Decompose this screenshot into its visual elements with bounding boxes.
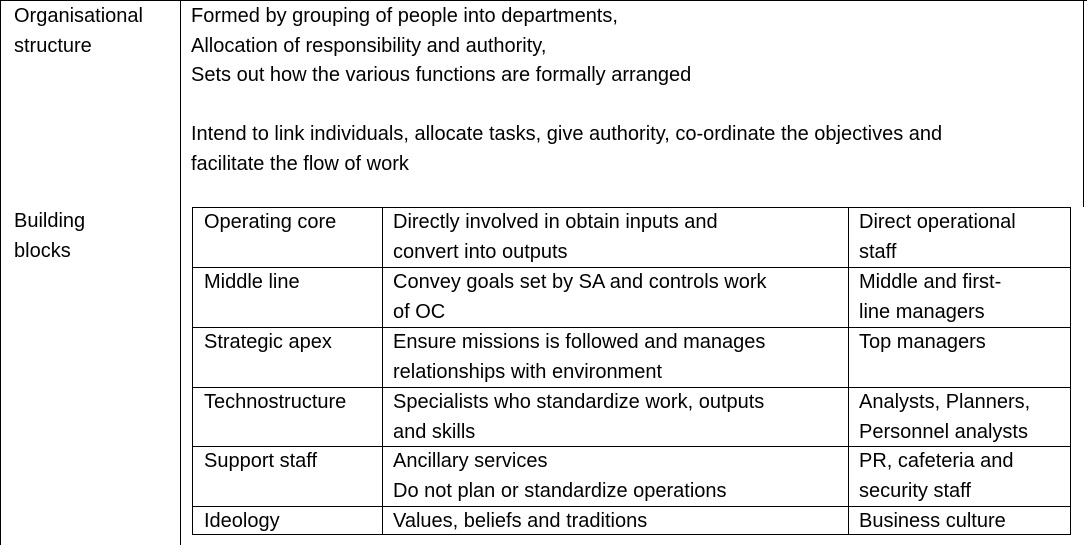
block-who-line: Personnel analysts xyxy=(859,420,1028,443)
block-who-cell xyxy=(848,268,1070,328)
block-name-cell xyxy=(193,507,382,535)
block-name: Ideology xyxy=(204,510,280,532)
table-row xyxy=(193,506,1070,535)
content-line: Allocation of responsibility and authority, xyxy=(191,34,547,57)
block-description-line: convert into outputs xyxy=(393,240,568,263)
block-who-cell xyxy=(848,507,1070,535)
content-line: facilitate the flow of work xyxy=(191,152,409,175)
content-line: Formed by grouping of people into departments, xyxy=(191,5,618,27)
block-description-line: relationships with environment xyxy=(393,360,663,383)
table-row xyxy=(193,327,1070,388)
block-description-cell xyxy=(382,507,848,535)
block-description-line: of OC xyxy=(393,300,446,323)
content-line: Intend to link individuals, allocate tasks, give authority, co-ordinate the objectives and xyxy=(191,123,943,145)
table-right-border xyxy=(1083,0,1084,207)
block-who-cell xyxy=(848,328,1070,388)
block-name-cell xyxy=(193,388,382,447)
table-row xyxy=(193,387,1070,447)
block-description-line: Directly involved in obtain inputs and xyxy=(393,211,718,233)
block-who-cell xyxy=(848,447,1070,507)
table-left-border xyxy=(0,0,1,545)
content-line-blank xyxy=(191,91,942,121)
block-description-line: Convey goals set by SA and controls work xyxy=(393,271,767,293)
block-description-line: and skills xyxy=(393,420,476,443)
block-name: Middle line xyxy=(204,271,300,293)
label-line: blocks xyxy=(14,239,71,262)
row-label-building-blocks xyxy=(14,207,85,266)
block-description-cell xyxy=(382,268,848,328)
block-description-line: Values, beliefs and traditions xyxy=(393,510,648,532)
block-name: Support staff xyxy=(204,450,318,472)
block-description-line: Ensure missions is followed and manages xyxy=(393,331,766,353)
block-description-line: Do not plan or standardize operations xyxy=(393,479,727,502)
block-who-line: Top managers xyxy=(859,331,986,353)
block-who-line: security staff xyxy=(859,479,971,502)
building-blocks-table xyxy=(192,207,1071,535)
content-line: Sets out how the various functions are formally arranged xyxy=(191,64,692,86)
label-line: Organisational xyxy=(14,5,143,27)
block-name-cell xyxy=(193,328,382,388)
block-name-cell xyxy=(193,447,382,507)
row-content-organisational-structure xyxy=(191,2,942,179)
block-description-cell xyxy=(382,208,848,267)
block-who-cell xyxy=(848,208,1070,267)
block-description-cell xyxy=(382,447,848,507)
table-row xyxy=(193,446,1070,507)
block-description-cell xyxy=(382,328,848,388)
label-line: Building xyxy=(14,210,86,232)
block-name: Strategic apex xyxy=(204,331,332,353)
block-who-line: Business culture xyxy=(859,510,1006,532)
table-row xyxy=(193,267,1070,328)
block-who-line: staff xyxy=(859,240,897,263)
block-who-line: Middle and first- xyxy=(859,271,1002,293)
block-name: Operating core xyxy=(204,211,337,233)
block-name: Technostructure xyxy=(204,391,347,413)
label-line: structure xyxy=(14,34,92,57)
block-description-line: Specialists who standardize work, outputs xyxy=(393,391,765,413)
table-row xyxy=(193,208,1070,267)
block-name-cell xyxy=(193,208,382,267)
block-who-line: PR, cafeteria and xyxy=(859,450,1014,472)
row-label-organisational-structure xyxy=(14,2,143,61)
block-description-cell xyxy=(382,388,848,447)
table-column-divider xyxy=(180,0,181,545)
block-name-cell xyxy=(193,268,382,328)
block-who-line: line managers xyxy=(859,300,985,323)
block-who-cell xyxy=(848,388,1070,447)
block-description-line: Ancillary services xyxy=(393,450,548,472)
block-who-line: Direct operational xyxy=(859,211,1016,233)
block-who-line: Analysts, Planners, xyxy=(859,391,1031,413)
